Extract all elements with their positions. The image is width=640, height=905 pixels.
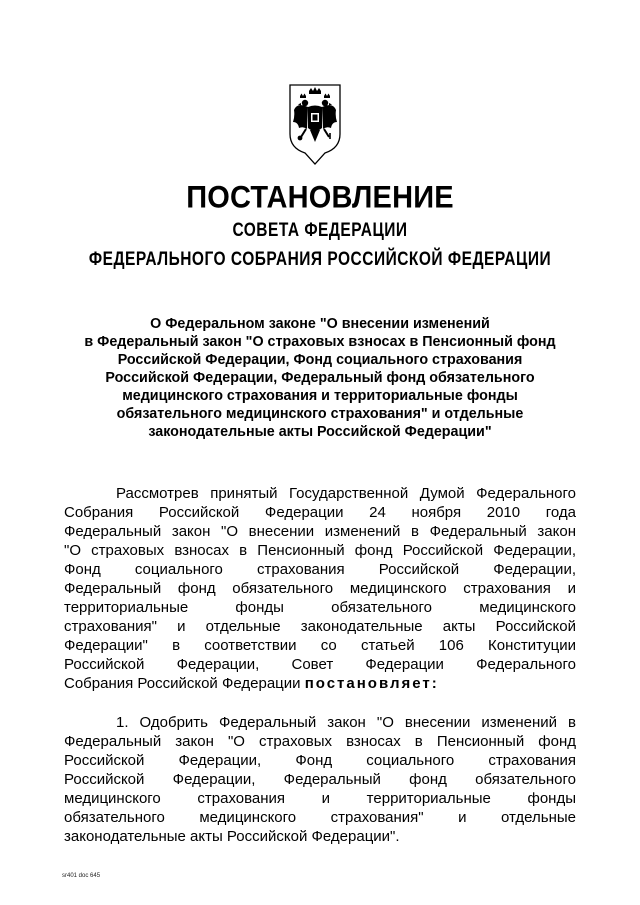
preamble-last-text: Собрания Российской Федерации	[64, 675, 301, 692]
resolves-word: постановляет:	[304, 675, 439, 692]
item-1-line: медицинского страхования и территориальные фонды	[64, 790, 576, 807]
title-line: О Федеральном законе "О внесении изменений	[150, 316, 490, 332]
item-1-line: Российской Федерации, Фонд социального страхования	[64, 752, 576, 769]
item-1-line: Российской Федерации, Федеральный фонд обязательного	[64, 771, 576, 788]
preamble-line: "О страховых взносах в Пенсионный фонд Российской Федерации,	[64, 542, 576, 559]
item-1-paragraph	[64, 713, 576, 846]
preamble-paragraph	[64, 484, 576, 693]
document-code: sr401 doc 645	[62, 873, 101, 879]
title-line: Российской Федерации, Фонд социального страхования	[117, 352, 523, 368]
item-1-line: обязательного медицинского страхования" и отдельные	[64, 809, 576, 826]
title-line: медицинского страхования и территориальные фонды	[122, 388, 518, 404]
preamble-line: территориальные фонды обязательного медицинского	[64, 599, 576, 616]
preamble-final-line	[64, 674, 576, 693]
preamble-line: Собрания Российской Федерации 24 ноября 2010 года	[64, 504, 576, 521]
russian-double-headed-eagle-icon	[287, 82, 343, 166]
preamble-line: Российской Федерации, Совет Федерации Федерального	[64, 656, 576, 673]
preamble-line: Федерации" в соответствии со статьей 106 Конституции	[64, 637, 576, 654]
issuer-line-federal-assembly: ФЕДЕРАЛЬНОГО СОБРАНИЯ РОССИЙСКОЙ ФЕДЕРАЦИИ	[88, 248, 552, 270]
preamble-line: Фонд социального страхования Российской Федерации,	[64, 561, 576, 578]
preamble-line: Федеральный фонд обязательного медицинского страхования и	[64, 580, 576, 597]
title-line: в Федеральный закон "О страховых взносах в Пенсионный фонд	[84, 334, 556, 350]
title-line: обязательного медицинского страхования" и отдельные	[116, 406, 524, 422]
item-1-line: законодательные акты Российской Федерации".	[64, 828, 400, 845]
preamble-line: Рассмотрев принятый Государственной Думой Федерального	[116, 485, 576, 502]
title-line: Российской Федерации, Федеральный фонд обязательного	[105, 370, 535, 386]
item-1-line: 1. Одобрить Федеральный закон "О внесении изменений в	[116, 714, 576, 731]
preamble-line: Федеральный закон "О внесении изменений в Федеральный закон	[64, 523, 576, 540]
issuer-line-federation-council: СОВЕТА ФЕДЕРАЦИИ	[232, 219, 408, 241]
resolution-title	[40, 315, 600, 441]
item-1-line: Федеральный закон "О страховых взносах в Пенсионный фонд	[64, 733, 576, 750]
document-type-heading: ПОСТАНОВЛЕНИЕ	[186, 180, 454, 216]
preamble-line: страхования" и отдельные законодательные акты Российской	[64, 618, 576, 635]
title-line: законодательные акты Российской Федерации"	[148, 424, 492, 440]
